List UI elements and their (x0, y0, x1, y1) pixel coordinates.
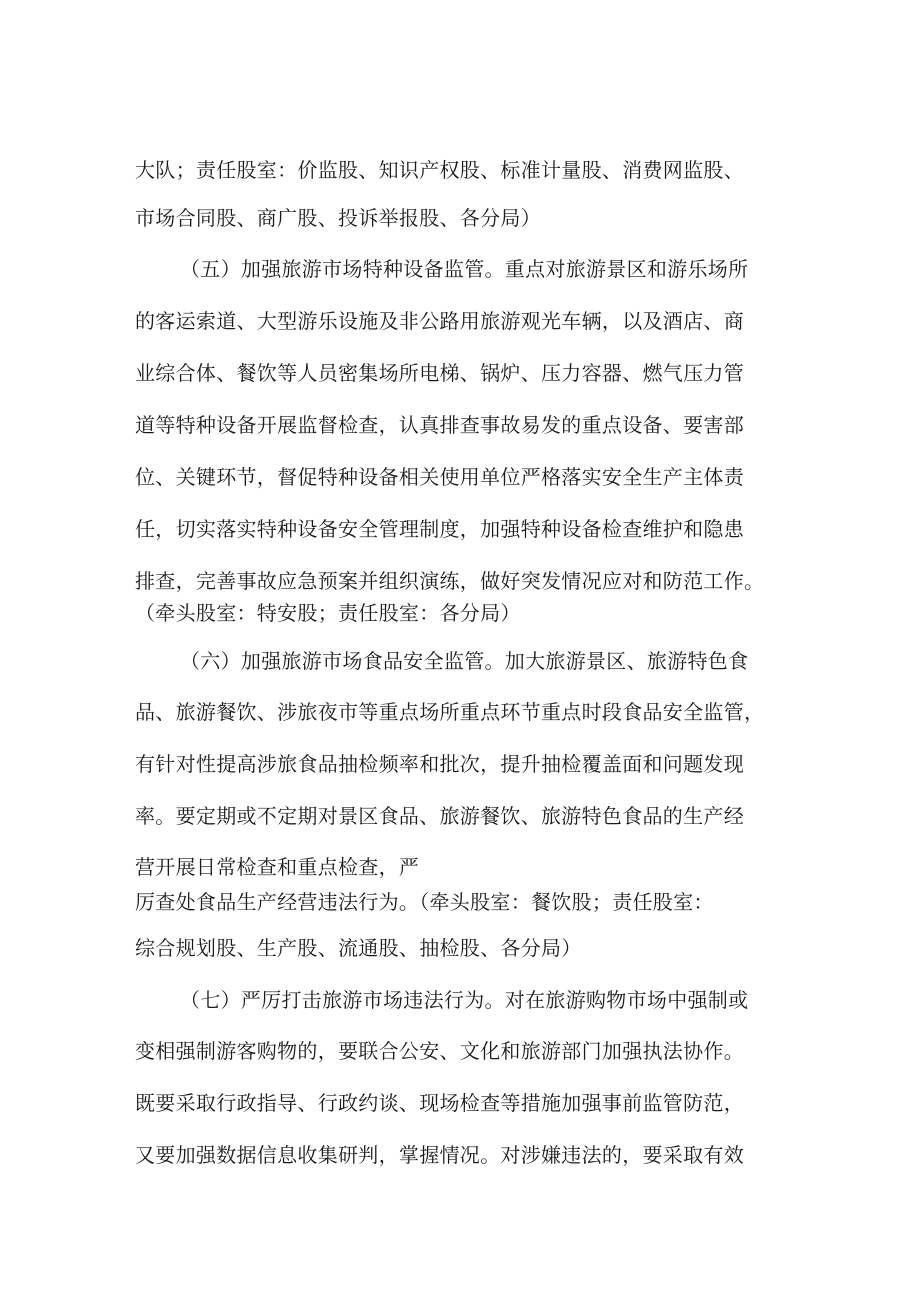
section-5-heading: （五）加强旅游市场特种设备监管。重点对旅游景区和游乐场所 (180, 257, 749, 281)
text-line-21: 又要加强数据信息收集研判，掌握情况。对涉嫌违法的，要采取有效 (135, 1143, 744, 1167)
text-line-16: 厉查处食品生产经营违法行为。（牵头股室：餐饮股；责任股室： (135, 890, 714, 914)
text-line-7: 位、关键环节，督促特种设备相关使用单位严格落实安全生产主体责 (135, 465, 744, 489)
text-line-9: 排查，完善事故应急预案并组织演练，做好突发情况应对和防范工作。 (135, 569, 765, 593)
text-line-20: 既要采取行政指导、行政约谈、现场检查等措施加强事前监管防范， (135, 1091, 744, 1115)
text-line-17: 综合规划股、生产股、流通股、抽检股、各分局） (135, 936, 582, 960)
text-line-13: 有针对性提高涉旅食品抽检频率和批次，提升抽检覆盖面和问题发现 (135, 752, 744, 776)
text-line-12: 品、旅游餐饮、涉旅夜市等重点场所重点环节重点时段食品安全监管， (135, 700, 765, 724)
section-6-heading: （六）加强旅游市场食品安全监管。加大旅游景区、旅游特色食 (180, 649, 749, 673)
text-line-15: 营开展日常检查和重点检查，严 (135, 855, 420, 879)
text-line-4: 的客运索道、大型游乐设施及非公路用旅游观光车辆，以及酒店、商 (135, 309, 744, 333)
text-line-8: 任，切实落实特种设备安全管理制度，加强特种设备检查维护和隐患 (135, 517, 744, 541)
text-line-10: （牵头股室：特安股；责任股室：各分局） (135, 601, 521, 625)
text-line-1: 大队；责任股室：价监股、知识产权股、标准计量股、消费网监股、 (135, 158, 744, 182)
text-line-2: 市场合同股、商广股、投诉举报股、各分局） (135, 206, 541, 230)
text-line-19: 变相强制游客购物的，要联合公安、文化和旅游部门加强执法协作。 (135, 1039, 744, 1063)
text-line-6: 道等特种设备开展监督检查，认真排查事故易发的重点设备、要害部 (135, 413, 744, 437)
text-line-14: 率。要定期或不定期对景区食品、旅游餐饮、旅游特色食品的生产经 (135, 804, 744, 828)
section-7-heading: （七）严厉打击旅游市场违法行为。对在旅游购物市场中强制或 (180, 988, 749, 1012)
text-line-5: 业综合体、餐饮等人员密集场所电梯、锅炉、压力容器、燃气压力管 (135, 361, 744, 385)
